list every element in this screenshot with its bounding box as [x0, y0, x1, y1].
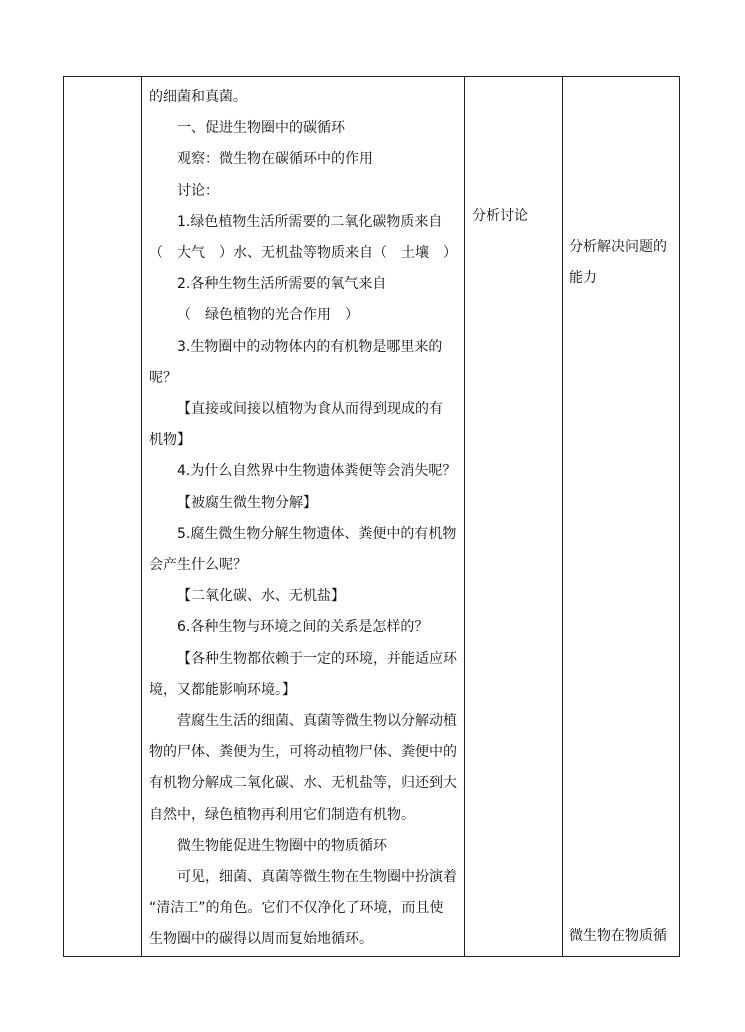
empty-cell [64, 77, 142, 957]
text-line: 讨论： [177, 182, 219, 199]
answer-line: （ 绿色植物的光合作用 ） [177, 307, 359, 324]
answer-line: 境，又都能影响环境。】 [149, 681, 296, 698]
text-line: 生物圈中的碳得以周而复始地循环。 [149, 931, 373, 948]
answer-line: （ 大气 ）水、无机盐等物质来自（ 土壤 ） [149, 245, 457, 262]
answer-line: 【各种生物都依赖于一定的环境，并能适应环 [177, 650, 457, 667]
answer-line: 【二氧化碳、水、无机盐】 [177, 588, 345, 605]
text-line: 自然中，绿色植物再利用它们制造有机物。 [149, 806, 415, 823]
text-line: 的细菌和真菌。 [149, 89, 247, 105]
answer-line: 机物】 [149, 432, 191, 449]
text-line: 观察：微生物在碳循环中的作用 [177, 151, 373, 168]
goal-text-bottom: 微生物在物质循 [569, 927, 667, 944]
question-line: 呢？ [149, 369, 177, 386]
text-line: “清洁工”的角色。它们不仅净化了环境，而且使 [149, 900, 444, 917]
section-heading: 一、促进生物圈中的碳循环 [177, 120, 345, 137]
question-line: 1.绿色植物生活所需要的二氧化碳物质来自 [177, 213, 443, 230]
text-line: 有机物分解成二氧化碳、水、无机盐等，归还到大 [149, 775, 457, 792]
table-row [64, 77, 680, 957]
question-line: 6.各种生物与环境之间的关系是怎样的？ [177, 619, 429, 636]
question-line: 2.各种生物生活所需要的氧气来自 [177, 276, 387, 293]
goal-text-line1: 分析解决问题的 [569, 239, 667, 255]
conclusion-line: 微生物能促进生物圈中的物质循环 [177, 837, 387, 854]
question-line: 3.生物圈中的动物体内的有机物是哪里来的 [177, 338, 443, 355]
teaching-content-cell [142, 77, 465, 957]
text-line: 物的尸体、粪便为生，可将动植物尸体、粪便中的 [149, 744, 457, 761]
lesson-plan-table [63, 76, 680, 957]
goal-text-line2: 能力 [569, 270, 597, 286]
question-line: 4.为什么自然界中生物遗体粪便等会消失呢？ [177, 463, 457, 480]
answer-line: 【被腐生微生物分解】 [177, 494, 317, 511]
design-intent-cell [563, 77, 680, 957]
student-activity-cell [465, 77, 563, 957]
answer-line: 【直接或间接以植物为食从而得到现成的有 [177, 401, 443, 418]
text-line: 营腐生生活的细菌、真菌等微生物以分解动植 [177, 713, 457, 730]
text-line: 可见，细菌、真菌等微生物在生物圈中扮演着 [177, 869, 457, 886]
activity-text: 分析讨论 [472, 208, 528, 224]
question-line: 会产生什么呢？ [149, 557, 247, 574]
question-line: 5.腐生微生物分解生物遗体、粪便中的有机物 [177, 525, 457, 542]
